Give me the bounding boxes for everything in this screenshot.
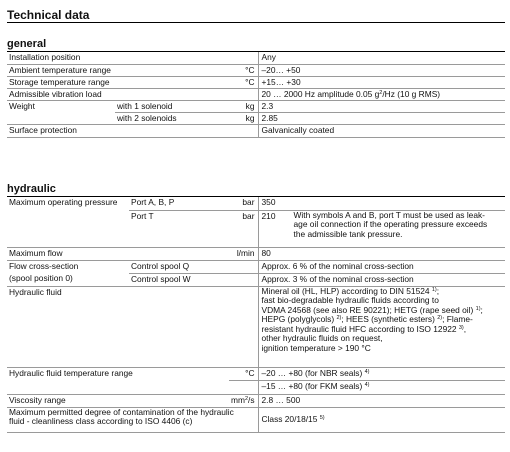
weight-1-unit: kg (228, 100, 258, 112)
weight-1-value: 2.3 (258, 100, 505, 112)
storage-row (7, 76, 505, 88)
contamination-row (7, 407, 505, 432)
spool-q-label: Control spool Q (129, 260, 229, 273)
fluid-value (258, 286, 505, 367)
flow-value: 80 (258, 247, 505, 260)
general-section-title: general (7, 38, 505, 52)
fluid-temp-label: Hydraulic fluid temperature range (7, 367, 229, 380)
flow-unit: l/min (229, 247, 258, 260)
port-t-unit: bar (229, 210, 258, 247)
fluid-unit (229, 286, 258, 367)
surface-row (7, 124, 505, 137)
installation-label: Installation position (7, 52, 258, 64)
weight-row-1 (7, 100, 505, 112)
port-abp-unit: bar (229, 197, 258, 210)
fluid-temp-row-1 (7, 367, 505, 380)
port-abp-label: Port A, B, P (131, 197, 175, 207)
page-title: Technical data (7, 8, 90, 22)
title-rule (7, 22, 505, 23)
installation-value: Any (261, 52, 276, 62)
surface-value: Galvanically coated (258, 124, 505, 137)
port-abp-value: 350 (261, 197, 276, 207)
pressure-row-2 (7, 210, 505, 247)
viscosity-unit: $mm^2/s$ (229, 394, 258, 407)
storage-value: +15… +30 (258, 76, 505, 88)
weight-label: Weight (7, 100, 115, 112)
fluid-temp-unit: °C (229, 367, 258, 380)
general-table (7, 52, 505, 138)
hydraulic-section-title: hydraulic (7, 183, 505, 197)
weight-spacer (7, 112, 115, 124)
pressure-spacer (7, 210, 129, 247)
ambient-row (7, 64, 505, 76)
ambient-value: –20… +50 (258, 64, 505, 76)
fluid-temp-unit-2 (229, 380, 258, 394)
viscosity-label: Viscosity range (7, 394, 229, 407)
port-t-value: 210 (261, 210, 276, 221)
weight-2-unit: kg (228, 112, 258, 124)
weight-1-label: with 1 solenoid (115, 100, 228, 112)
fluid-row (7, 286, 505, 367)
ambient-label: Ambient temperature range (7, 64, 228, 76)
fluid-line-6: other hydraulic fluids on request, (261, 333, 383, 344)
fluid-line-2: fast bio-degradable hydraulic fluids according to (261, 295, 439, 306)
vibration-row (7, 88, 505, 100)
cross-label-1: Flow cross-section (7, 260, 129, 273)
fluid-label: Hydraulic fluid (7, 286, 229, 367)
fluid-line-3: VDMA 24568 (see also RE 90221); HETG (rape seed oil) $^{1)}$; (261, 304, 483, 315)
pressure-row-1 (7, 197, 505, 210)
surface-label: Surface protection (7, 124, 258, 137)
fluid-temp-row-2 (7, 380, 505, 394)
fluid-temp-nbr: –20 … +80 (for NBR seals) $^{4)}$ (258, 367, 505, 380)
hydraulic-section (7, 183, 505, 433)
general-section (7, 38, 505, 138)
weight-2-value: 2.85 (258, 112, 505, 124)
pressure-label: Maximum operating pressure (9, 197, 118, 207)
viscosity-value: 2.8 … 500 (258, 394, 505, 407)
vibration-label: Admissible vibration load (7, 88, 258, 100)
spool-w-value: Approx. 3 % of the nominal cross-section (258, 273, 505, 286)
port-t-label: Port T (129, 210, 229, 247)
vibration-value: 20 … 2000 Hz amplitude 0.05 $g^2/Hz$ (10 g RMS) (258, 88, 505, 100)
spool-w-unit (229, 273, 258, 286)
spool-q-value: Approx. 6 % of the nominal cross-section (258, 260, 505, 273)
port-t-note: With symbols A and B, port T must be used as leak-age oil connection if the operating pressure exceeds the admissible tank pressure. (293, 209, 488, 239)
contamination-value: Class 20/18/15 $^{5)}$ (258, 407, 505, 432)
fluid-line-1: Mineral oil (HL, HLP) according to DIN 51524 $^{1)}$; (261, 285, 440, 296)
fluid-temp-fkm: –15 … +80 (for FKM seals) $^{4)}$ (258, 380, 505, 394)
port-t-cell (258, 210, 505, 247)
hydraulic-table (7, 197, 505, 433)
fluid-line-5: resistant hydraulic fluid HFC according to ISO 12922 $^{3)}$, (261, 323, 467, 334)
storage-label: Storage temperature range (7, 76, 228, 88)
fluid-line-4: HEPG (polyglycols) $^{2)}$; HEES (synthetic esters) $^{2)}$; Flame- (261, 314, 473, 325)
cross-row-2 (7, 273, 505, 286)
flow-row (7, 247, 505, 260)
fluid-temp-spacer (7, 380, 229, 394)
weight-2-label: with 2 solenoids (115, 112, 228, 124)
flow-label: Maximum flow (7, 247, 229, 260)
storage-unit: °C (228, 76, 258, 88)
viscosity-row (7, 394, 505, 407)
spool-w-label: Control spool W (129, 273, 229, 286)
contamination-label: Maximum permitted degree of contamination of the hydraulic fluid - cleanliness class according to ISO 4406 (c) (7, 407, 258, 432)
installation-row (7, 52, 505, 64)
ambient-unit: °C (228, 64, 258, 76)
cross-label-2: (spool position 0) (9, 273, 73, 283)
cross-row-1 (7, 260, 505, 273)
fluid-line-7: ignition temperature > 190 °C (261, 343, 371, 354)
spool-q-unit (229, 260, 258, 273)
weight-row-2 (7, 112, 505, 124)
